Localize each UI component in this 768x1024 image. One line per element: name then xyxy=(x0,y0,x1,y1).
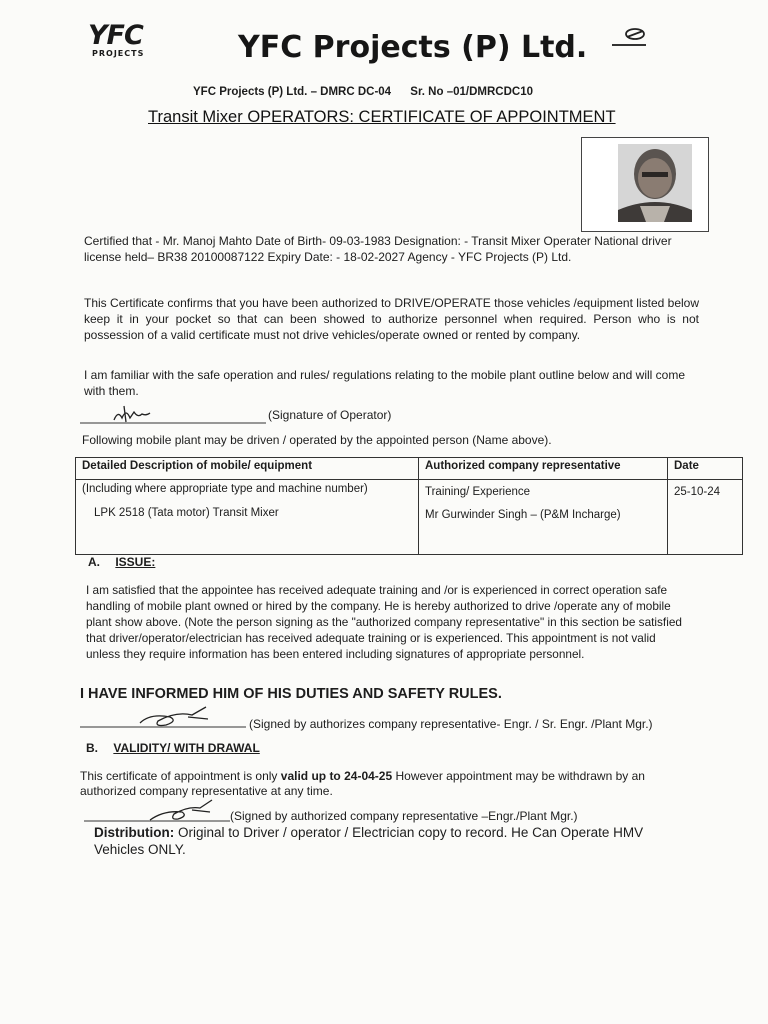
operator-photo xyxy=(581,137,709,232)
cell-date xyxy=(668,480,743,555)
header-description: Detailed Description of mobile/ equipment xyxy=(76,458,419,480)
cell-description xyxy=(76,480,419,555)
plant-table xyxy=(75,457,743,555)
validity-signature-icon xyxy=(84,798,230,824)
section-b-heading xyxy=(86,741,260,755)
header-date: Date xyxy=(668,458,743,480)
section-b-title: VALIDITY/ WITH DRAWAL xyxy=(113,741,260,755)
duties-statement: I HAVE INFORMED HIM OF HIS DUTIES AND SAFETY RULES. xyxy=(80,686,502,702)
certified-details: Certified that - Mr. Manoj Mahto Date of Birth- 09-03-1983 Designation: - Transit Mixer Operater National driver license held– BR38 20100087122 Expiry Date: - 18-02-2027 Agency - YFC Projects (P) Ltd. xyxy=(84,234,672,264)
following-text: Following mobile plant may be driven / operated by the appointed person (Name above). xyxy=(82,433,552,447)
operator-signature-icon xyxy=(80,404,266,426)
logo-subtext: PROJECTS xyxy=(92,49,145,58)
description-note: (Including where appropriate type and machine number) xyxy=(82,483,368,495)
metro-logo-underline xyxy=(612,44,646,46)
serial-number: Sr. No –01/DMRCDC10 xyxy=(410,86,533,98)
validity-text-before: This certificate of appointment is only xyxy=(80,769,281,783)
section-a-label: A. xyxy=(88,555,100,569)
header-representative: Authorized company representative xyxy=(419,458,668,480)
section-a-heading xyxy=(88,555,155,569)
appointment-date: 25-10-24 xyxy=(674,486,721,498)
certificate-title: Transit Mixer OPERATORS: CERTIFICATE OF APPOINTMENT xyxy=(148,108,616,126)
table-header-row xyxy=(76,458,743,480)
distribution-label: Distribution: xyxy=(94,825,175,840)
section-a-title: ISSUE: xyxy=(115,555,156,569)
representative-name: Mr Gurwinder Singh – (P&M Incharge) xyxy=(425,509,621,521)
validity-signature-label: (Signed by authorized company representative –Engr./Plant Mgr.) xyxy=(230,809,578,823)
validity-paragraph xyxy=(80,769,700,799)
issue-paragraph: I am satisfied that the appointee has received adequate training and /or is experienced in correct operation safe handling of mobile plant owned or hired by the company. He is hereby authorized to drive /operate any of mobile plant show above. (Note the person signing as the "authorized company representative" in this section be satisfied that driver/operator/electrician has received adequate training or is experienced. This appointment is not valid unless they require information has been entered including signatures of appropriate personnel. xyxy=(86,583,682,661)
portrait-icon xyxy=(618,144,692,222)
operator-signature-label: (Signature of Operator) xyxy=(268,408,392,422)
logo-text: YFC xyxy=(88,20,143,51)
representative-signature-icon xyxy=(80,703,246,729)
distribution-text: Original to Driver / operator / Electrician copy to record. He Can Operate HMV Vehicles ONLY. xyxy=(94,825,644,857)
ref-dmrc: YFC Projects (P) Ltd. – DMRC DC-04 xyxy=(193,86,392,98)
validity-text-after: However appointment may be withdrawn by an authorized company representative at any time. xyxy=(80,769,645,798)
reference-line xyxy=(193,86,549,98)
metro-logo-icon xyxy=(624,28,646,40)
confirm-paragraph: This Certificate confirms that you have been authorized to DRIVE/OPERATE those vehicles /equipment listed below keep it in your pocket so that can been showed to authorize personnel when required. Person who is not possession of a valid certificate must not drive vehicles/operate owned or rented by company. xyxy=(84,296,699,342)
distribution-note xyxy=(94,825,694,858)
company-logo xyxy=(88,22,158,66)
familiar-paragraph: I am familiar with the safe operation and rules/ regulations relating to the mobile plant outline below and will come with them. xyxy=(84,368,685,398)
cell-representative xyxy=(419,480,668,555)
portrait-image xyxy=(618,144,692,222)
equipment-name: LPK 2518 (Tata motor) Transit Mixer xyxy=(94,507,279,519)
representative-signature-label: (Signed by authorizes company representative- Engr. / Sr. Engr. /Plant Mgr.) xyxy=(249,717,653,731)
validity-date: valid up to 24-04-25 xyxy=(280,769,393,783)
company-title: YFC Projects (P) Ltd. xyxy=(238,30,588,65)
training-label: Training/ Experience xyxy=(425,486,531,498)
section-b-label: B. xyxy=(86,741,98,755)
table-row xyxy=(76,480,743,555)
